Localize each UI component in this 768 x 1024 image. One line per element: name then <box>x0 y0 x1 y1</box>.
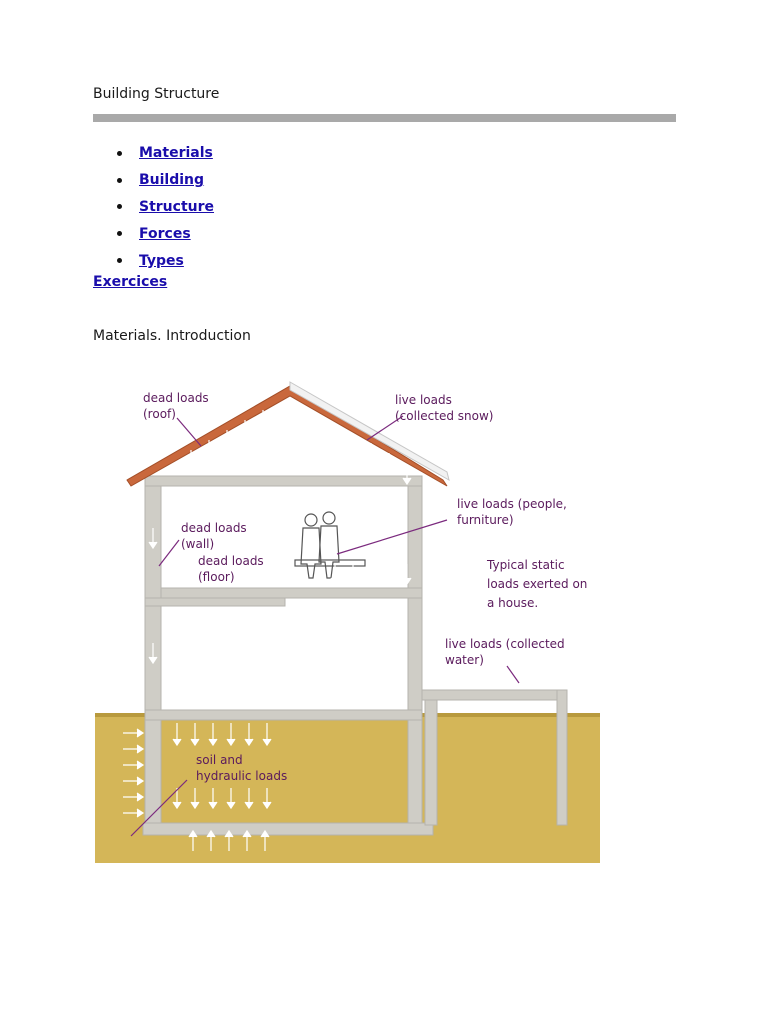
label-dead-floor-2: (floor) <box>198 570 235 584</box>
link-forces[interactable]: Forces <box>139 225 191 242</box>
nav-item-types <box>110 247 214 274</box>
nav-item-building <box>110 167 214 194</box>
people-figures <box>295 512 365 578</box>
link-structure[interactable]: Structure <box>139 198 215 215</box>
slab-middle <box>145 710 422 720</box>
link-exercices[interactable]: Exercices <box>93 274 168 290</box>
label-live-people-2: furniture) <box>457 513 514 527</box>
nav-item-materials <box>110 140 214 167</box>
ground-slab <box>143 823 433 835</box>
nav-list <box>110 140 214 274</box>
arrows-garage-roof <box>447 668 551 688</box>
slab-lower <box>145 598 285 606</box>
bullet-icon <box>117 178 122 183</box>
bullet-icon <box>117 204 122 209</box>
bullet-icon <box>117 151 122 156</box>
label-dead-floor-1: dead loads <box>198 554 264 568</box>
link-building[interactable]: Building <box>139 172 205 189</box>
link-materials[interactable]: Materials <box>139 145 213 162</box>
garage-slab <box>420 690 560 700</box>
label-soil-1: soil and <box>196 753 243 767</box>
label-soil-2: hydraulic loads <box>196 769 288 783</box>
slab-upper <box>161 588 422 598</box>
label-live-snow-2: (collected snow) <box>395 409 494 423</box>
label-typical-3: a house. <box>487 596 539 610</box>
link-types[interactable]: Types <box>139 252 184 269</box>
arrows-attic-floor <box>171 490 269 510</box>
label-dead-roof-2: (roof) <box>143 407 176 421</box>
bullet-icon <box>117 231 122 236</box>
section-title: Materials. Introduction <box>93 328 251 344</box>
label-dead-wall-1: dead loads <box>181 521 247 535</box>
nav-item-forces <box>110 220 214 247</box>
label-live-snow-1: live loads <box>395 393 452 407</box>
garage-wall <box>557 690 567 825</box>
bullet-icon <box>117 258 122 263</box>
label-live-water-1: live loads (collected <box>445 637 565 651</box>
garage-column <box>425 700 437 825</box>
house-loads-illustration <box>95 368 605 872</box>
soil <box>95 713 600 863</box>
slab-attic <box>145 476 422 486</box>
label-live-people-1: live loads (people, <box>457 497 567 511</box>
label-dead-wall-2: (wall) <box>181 537 215 551</box>
nav-item-structure <box>110 194 214 221</box>
title-divider <box>93 114 676 122</box>
label-typical-2: loads exerted on <box>487 577 588 591</box>
label-live-water-2: water) <box>445 653 484 667</box>
arrows-middle-floor <box>173 608 271 628</box>
label-dead-roof-1: dead loads <box>143 391 209 405</box>
page-title: Building Structure <box>93 86 220 102</box>
arrows-upper-floor <box>331 564 411 584</box>
label-typical-1: Typical static <box>487 558 565 572</box>
